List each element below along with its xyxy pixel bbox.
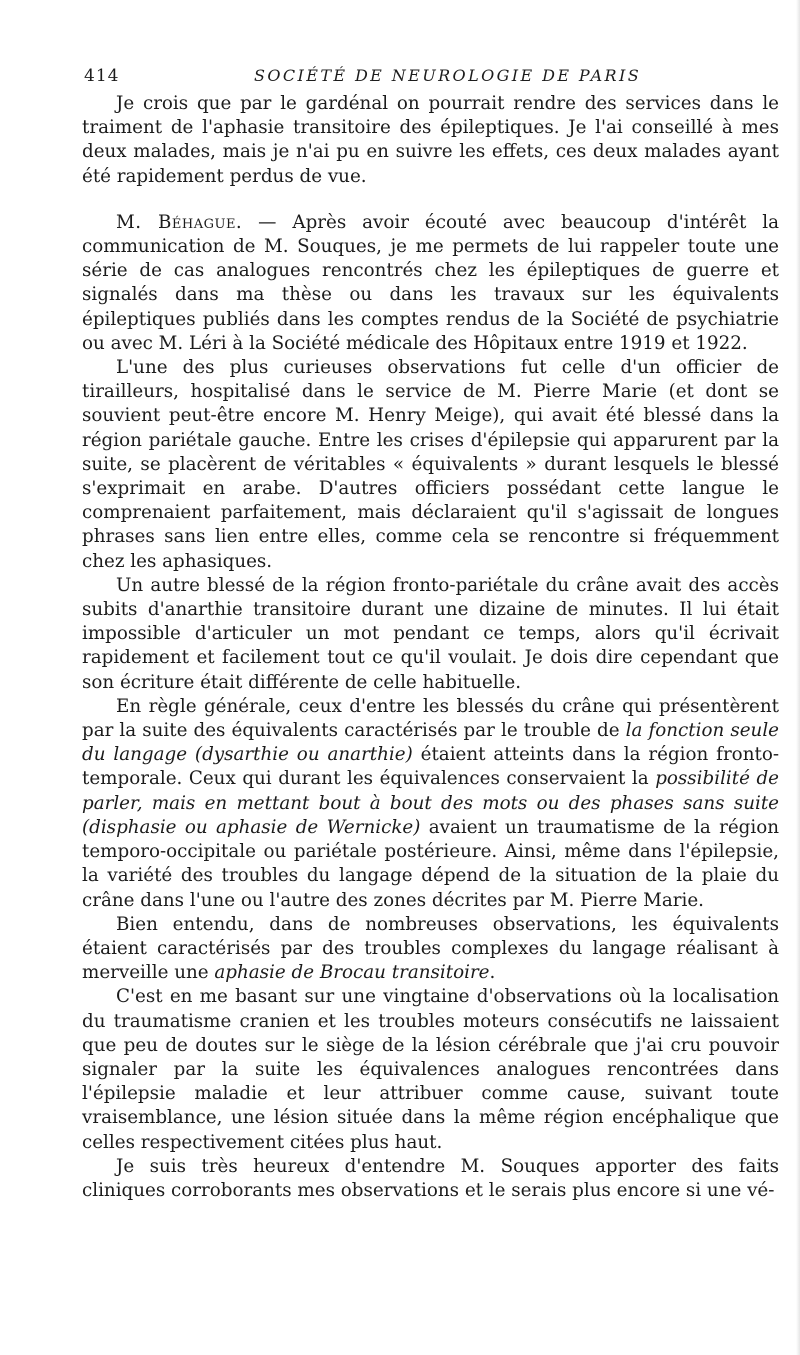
- paragraph-behague-intro: [82, 211, 779, 356]
- paragraph-text: Après avoir écouté avec beaucoup d'intérêt la communication de M. Souques, je me permets de lui rappeler toute une série de cas analogues rencontrés chez les épileptiques de guerre et signalés dans ma thèse ou dans les travaux sur les équivalents épileptiques publiés dans les comptes rendus de la Société de psychiatrie ou avec M. Léri à la Société médicale des Hôpitaux entre 1919 et 1922.: [82, 211, 779, 354]
- text-run: Bien entendu, dans de nombreuses observations, les équivalents étaient caractérisés par des troubles complexes du langage réalisant à merveille une: [82, 913, 779, 984]
- text-run: .: [489, 962, 496, 984]
- paragraph-bien-entendu: [82, 913, 779, 986]
- paragraph-fronto-parietal: Un autre blessé de la région fronto-pariétale du crâne avait des accès subits d'anarthie transitoire durant une dizaine de minutes. Il lui était impossible d'articuler un mot pendant ce temps, alors qu'il écrivait rapidement et facilement tout ce qu'il voulait. Je dois dire cependant que son écriture était différente de celle habituelle.: [82, 574, 779, 693]
- paragraph-tirailleurs: L'une des plus curieuses observations fut celle d'un officier de tirailleurs, hospitalisé dans le service de M. Pierre Marie (et dont se souvient peut-être encore M. Henry Meige), qui avait été blessé dans la région pariétale gauche. Entre les crises d'épilepsie qui apparurent par la suite, se placèrent de véritables « équivalents » durant lesquels le blessé s'exprimait en arabe. D'autres officiers possédant cette langue le comprenaient parfaitement, mais déclaraient qu'il s'agissait de longues phrases sans lien entre elles, comme cela se rencontre si fréquemment chez les aphasiques.: [82, 357, 779, 572]
- text-run: En règle générale, ceux d'entre les blessés du crâne qui présentèrent par la suite des équivalents caractérisés par le trouble de: [82, 695, 779, 742]
- italic-run: aphasie de Brocau transitoire: [214, 962, 490, 984]
- italic-run: la fonction seule du langage (dysarthie ou anarthie): [82, 720, 779, 766]
- paragraph-regle-generale: [82, 695, 779, 913]
- page-edge-shadow: [796, 0, 800, 1355]
- running-title: SOCIÉTÉ DE NEUROLOGIE DE PARIS: [254, 66, 642, 85]
- speaker-dash: —: [242, 211, 293, 233]
- paragraph-gardenal: Je crois que par le gardénal on pourrait rendre des services dans le traiment de l'aphasie transitoire des épileptiques. Je l'ai conseillé à mes deux malades, mais je n'ai pu en suivre les effets, ces deux malades ayant été rapidement perdus de vue.: [82, 93, 779, 187]
- article-body: [82, 92, 779, 1203]
- italic-run: possibilité de parler, mais en mettant bout à bout des mots ou des phases sans suite (disphasie ou aphasie de Wernicke): [82, 768, 780, 838]
- text-run: étaient atteints dans la région fronto-temporale. Ceux qui durant les équivalences conservaient la: [82, 744, 779, 790]
- speaker-name: M. Béhague.: [116, 211, 243, 233]
- paragraph-souques: Je suis très heureux d'entendre M. Souques apporter des faits cliniques corroborants mes observations et le serais plus encore si une vé-: [82, 1155, 779, 1201]
- paragraph-vingtaine: C'est en me basant sur une vingtaine d'observations où la localisation du traumatisme cranien et les troubles moteurs consécutifs ne laissaient que peu de doutes sur le siège de la lésion cérébrale que j'ai cru pouvoir signaler par la suite les équivalences analogues rencontrées dans l'épilepsie maladie et leur attribuer comme cause, suivant toute vraisemblance, une lésion située dans la même région encéphalique que celles respectivement citées plus haut.: [82, 986, 779, 1153]
- text-run: avaient un traumatisme de la région temporo-occipitale ou pariétale postérieure. Ainsi, même dans l'épilepsie, la variété des troubles du langage dépend de la situation de la plaie du crâne dans l'une ou l'autre des zones décrites par M. Pierre Marie.: [82, 816, 779, 911]
- page-header: [84, 66, 784, 90]
- page-number: 414: [84, 66, 120, 86]
